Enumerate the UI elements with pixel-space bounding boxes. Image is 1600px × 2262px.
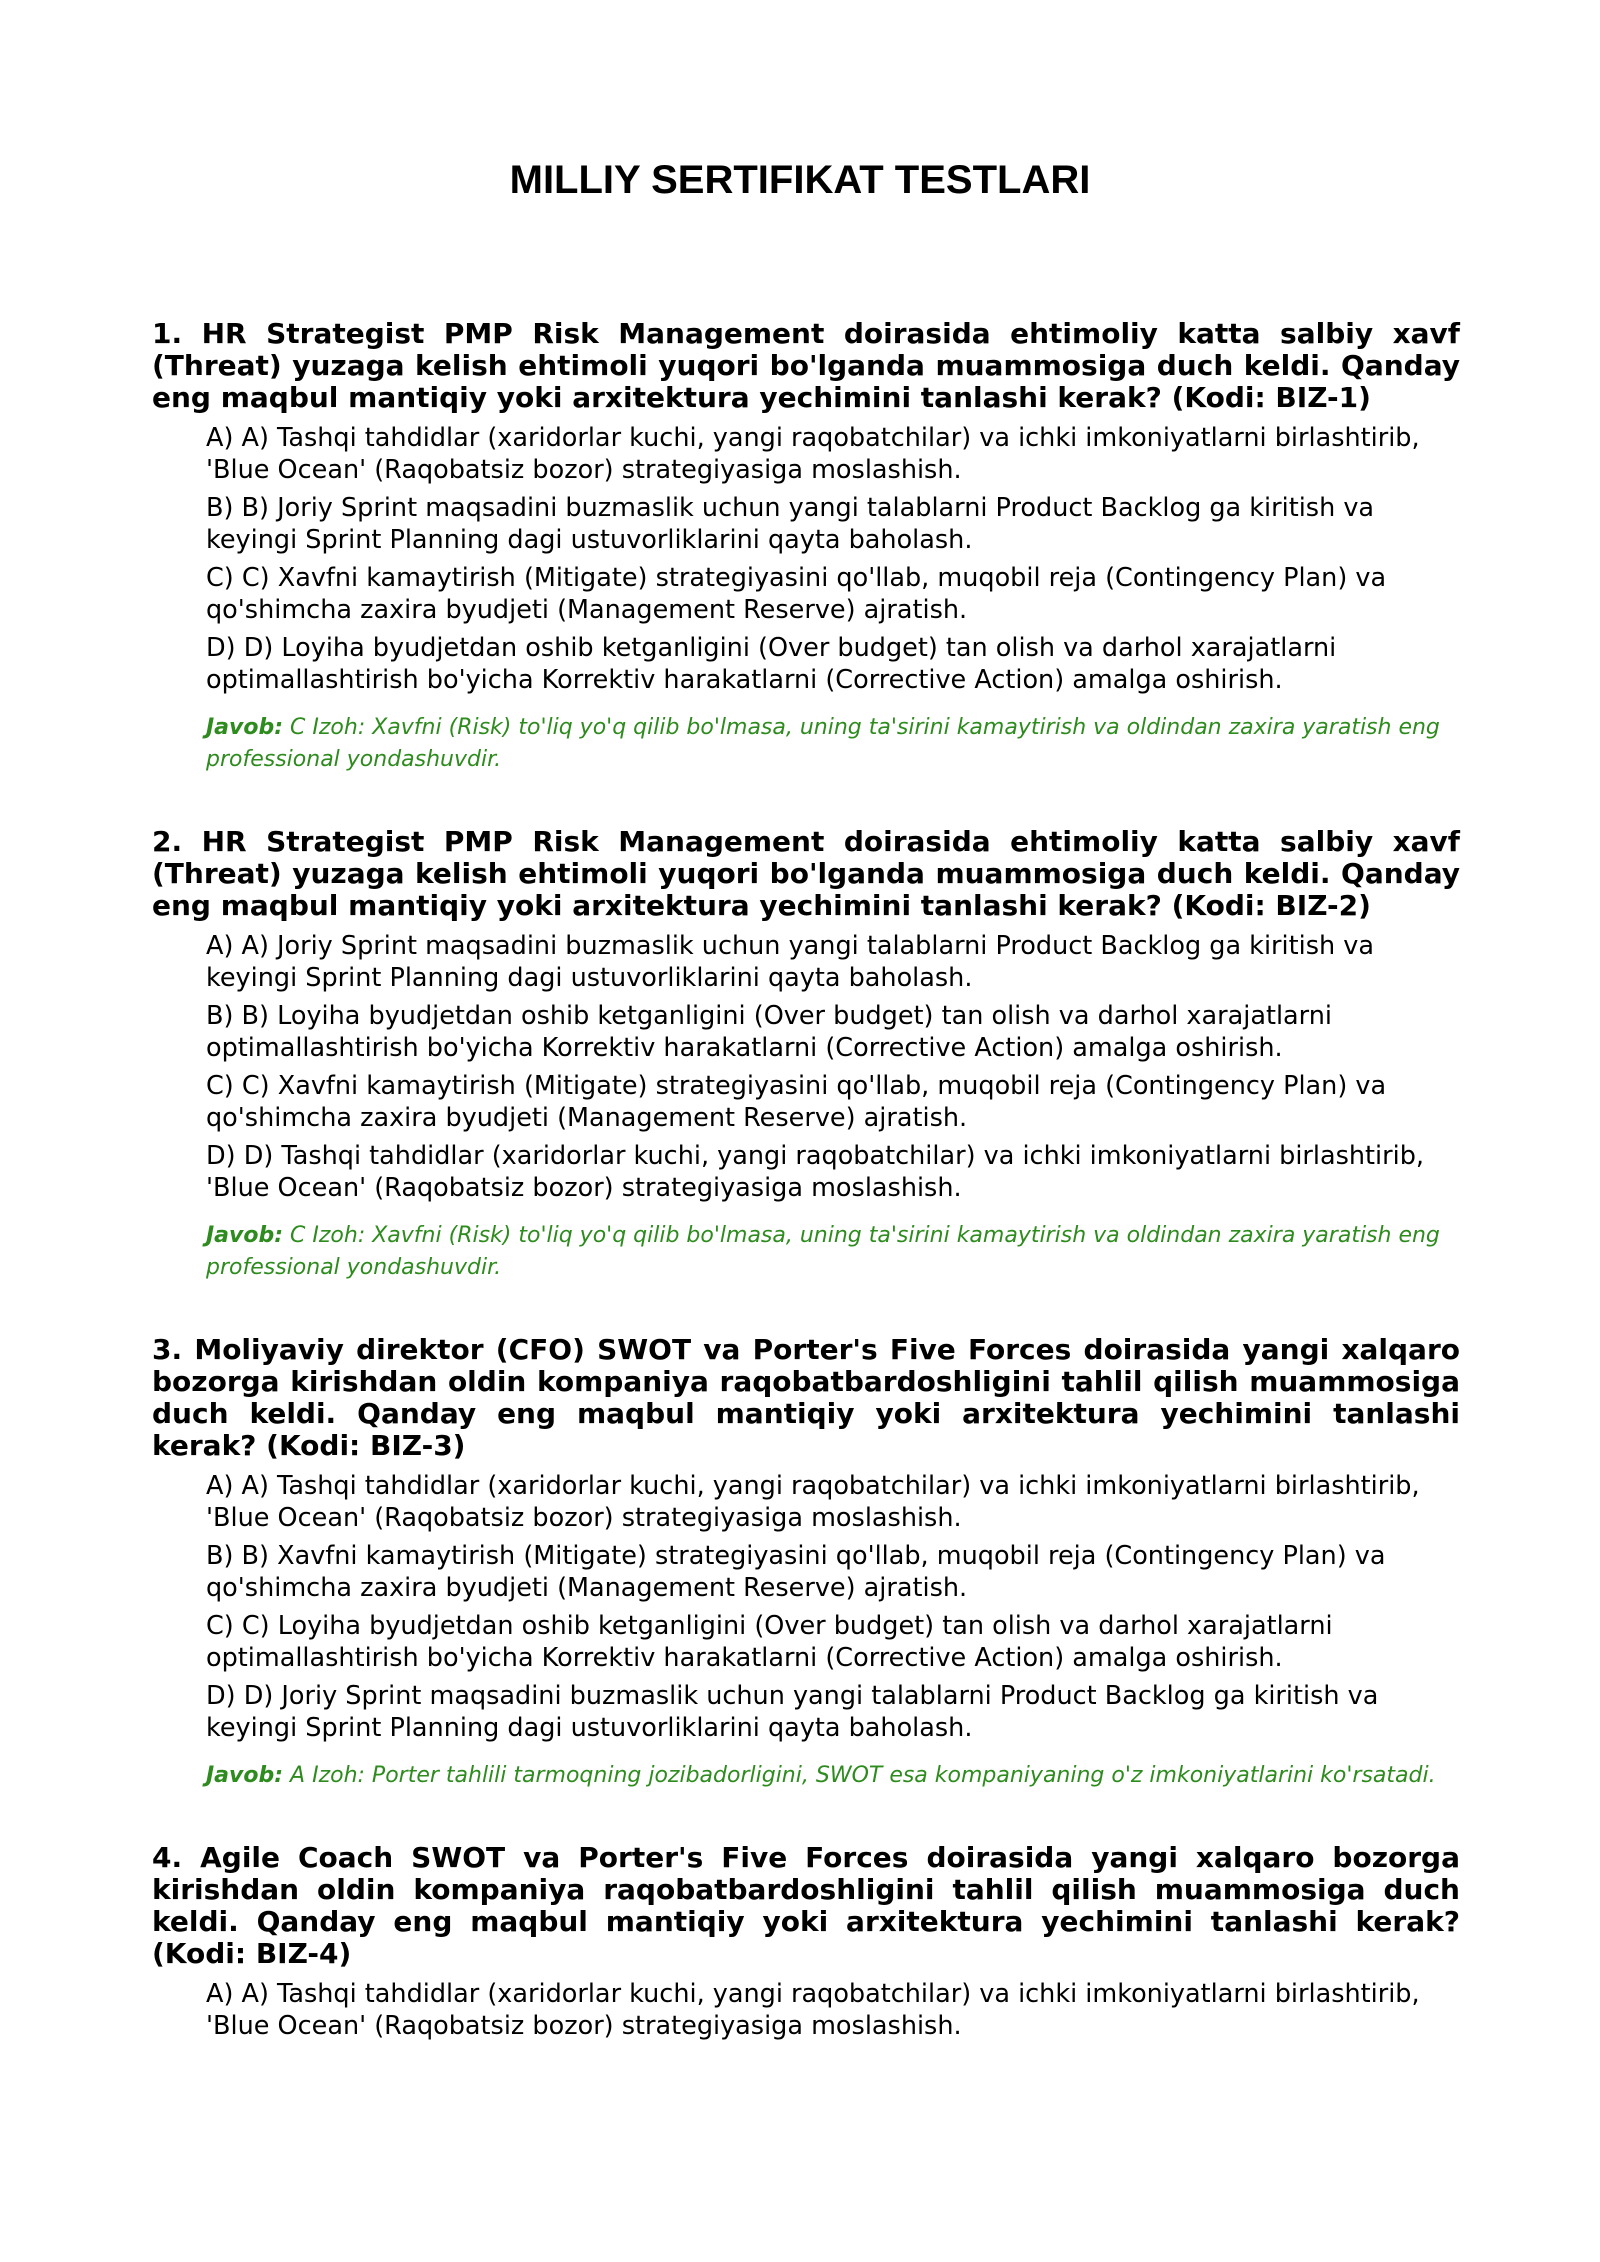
option-list [206, 930, 1460, 1204]
document-title: MILLIY SERTIFIKAT TESTLARI [509, 158, 1091, 202]
question-text: 1. HR Strategist PMP Risk Management doirasida ehtimoliy katta salbiy xavf (Threat) yuzaga kelish ehtimoli yuqori bo'lganda muammosiga duch keldi. Qanday eng maqbul mantiqiy yoki arxitektura yechimini tanlashi kerak? (Kodi: BIZ-1) [152, 317, 1460, 414]
answer-option: A) A) Tashqi tahdidlar (xaridorlar kuchi, yangi raqobatchilar) va ichki imkoniyatlarni birlashtirib, 'Blue Ocean' (Raqobatsiz bozor) strategiyasiga moslashish. [206, 1471, 1420, 1533]
question-block [152, 318, 1460, 776]
answer-option: C) C) Xavfni kamaytirish (Mitigate) strategiyasini qo'llab, muqobil reja (Contingency Plan) va qo'shimcha zaxira byudjeti (Management Reserve) ajratish. [206, 563, 1387, 625]
answer-label: Javob: [206, 1763, 284, 1788]
answer-text: C Izoh: Xavfni (Risk) to'liq yo'q qilib bo'lmasa, uning ta'sirini kamaytirish va oldindan zaxira yaratish eng professional yondashuvdir. [206, 1223, 1440, 1280]
question-list [152, 318, 1460, 2092]
question-block [152, 826, 1460, 1284]
question-text: 4. Agile Coach SWOT va Porter's Five Forces doirasida yangi xalqaro bozorga kirishdan oldin kompaniya raqobatbardoshligini tahlil qilish muammosiga duch keldi. Qanday eng maqbul mantiqiy yoki arxitektura yechimini tanlashi kerak? (Kodi: BIZ-4) [152, 1841, 1460, 1970]
question-text: 2. HR Strategist PMP Risk Management doirasida ehtimoliy katta salbiy xavf (Threat) yuzaga kelish ehtimoli yuqori bo'lganda muammosiga duch keldi. Qanday eng maqbul mantiqiy yoki arxitektura yechimini tanlashi kerak? (Kodi: BIZ-2) [152, 825, 1460, 922]
answer-option: D) D) Joriy Sprint maqsadini buzmaslik uchun yangi talablarni Product Backlog ga kiritish va keyingi Sprint Planning dagi ustuvorliklarini qayta baholash. [206, 1681, 1379, 1743]
answer-option: A) A) Tashqi tahdidlar (xaridorlar kuchi, yangi raqobatchilar) va ichki imkoniyatlarni birlashtirib, 'Blue Ocean' (Raqobatsiz bozor) strategiyasiga moslashish. [206, 423, 1420, 485]
answer-option: A) A) Tashqi tahdidlar (xaridorlar kuchi, yangi raqobatchilar) va ichki imkoniyatlarni birlashtirib, 'Blue Ocean' (Raqobatsiz bozor) strategiyasiga moslashish. [206, 1979, 1420, 2041]
question-block [152, 1334, 1460, 1792]
answer-option: D) D) Tashqi tahdidlar (xaridorlar kuchi, yangi raqobatchilar) va ichki imkoniyatlarni birlashtirib, 'Blue Ocean' (Raqobatsiz bozor) strategiyasiga moslashish. [206, 1141, 1424, 1203]
answer-label: Javob: [206, 1223, 284, 1248]
option-list [206, 422, 1460, 696]
answer-label: Javob: [206, 715, 284, 740]
answer-option: A) A) Joriy Sprint maqsadini buzmaslik uchun yangi talablarni Product Backlog ga kiritish va keyingi Sprint Planning dagi ustuvorliklarini qayta baholash. [206, 931, 1374, 993]
answer-text: A Izoh: Porter tahlili tarmoqning jozibadorligini, SWOT esa kompaniyaning o'z imkoniyatlarini ko'rsatadi. [283, 1763, 1436, 1788]
answer-text: C Izoh: Xavfni (Risk) to'liq yo'q qilib bo'lmasa, uning ta'sirini kamaytirish va oldindan zaxira yaratish eng professional yondashuvdir. [206, 715, 1440, 772]
answer-option: D) D) Loyiha byudjetdan oshib ketganligini (Over budget) tan olish va darhol xarajatlarni optimallashtirish bo'yicha Korrektiv harakatlarni (Corrective Action) amalga oshirish. [206, 633, 1337, 695]
answer-option: B) B) Xavfni kamaytirish (Mitigate) strategiyasini qo'llab, muqobil reja (Contingency Plan) va qo'shimcha zaxira byudjeti (Management Reserve) ajratish. [206, 1541, 1386, 1603]
answer-option: B) B) Loyiha byudjetdan oshib ketganligini (Over budget) tan olish va darhol xarajatlarni optimallashtirish bo'yicha Korrektiv harakatlarni (Corrective Action) amalga oshirish. [206, 1001, 1332, 1063]
option-list [206, 1978, 1460, 2042]
question-text: 3. Moliyaviy direktor (CFO) SWOT va Porter's Five Forces doirasida yangi xalqaro bozorga kirishdan oldin kompaniya raqobatbardoshligini tahlil qilish muammosiga duch keldi. Qanday eng maqbul mantiqiy yoki arxitektura yechimini tanlashi kerak? (Kodi: BIZ-3) [152, 1333, 1460, 1462]
answer-explanation [206, 1220, 1460, 1284]
answer-option: B) B) Joriy Sprint maqsadini buzmaslik uchun yangi talablarni Product Backlog ga kiritish va keyingi Sprint Planning dagi ustuvorliklarini qayta baholash. [206, 493, 1375, 555]
question-block [152, 1842, 1460, 2042]
option-list [206, 1470, 1460, 1744]
answer-explanation [206, 1760, 1460, 1792]
answer-explanation [206, 712, 1460, 776]
answer-option: C) C) Loyiha byudjetdan oshib ketganligini (Over budget) tan olish va darhol xarajatlarni optimallashtirish bo'yicha Korrektiv harakatlarni (Corrective Action) amalga oshirish. [206, 1611, 1333, 1673]
answer-option: C) C) Xavfni kamaytirish (Mitigate) strategiyasini qo'llab, muqobil reja (Contingency Plan) va qo'shimcha zaxira byudjeti (Management Reserve) ajratish. [206, 1071, 1387, 1133]
